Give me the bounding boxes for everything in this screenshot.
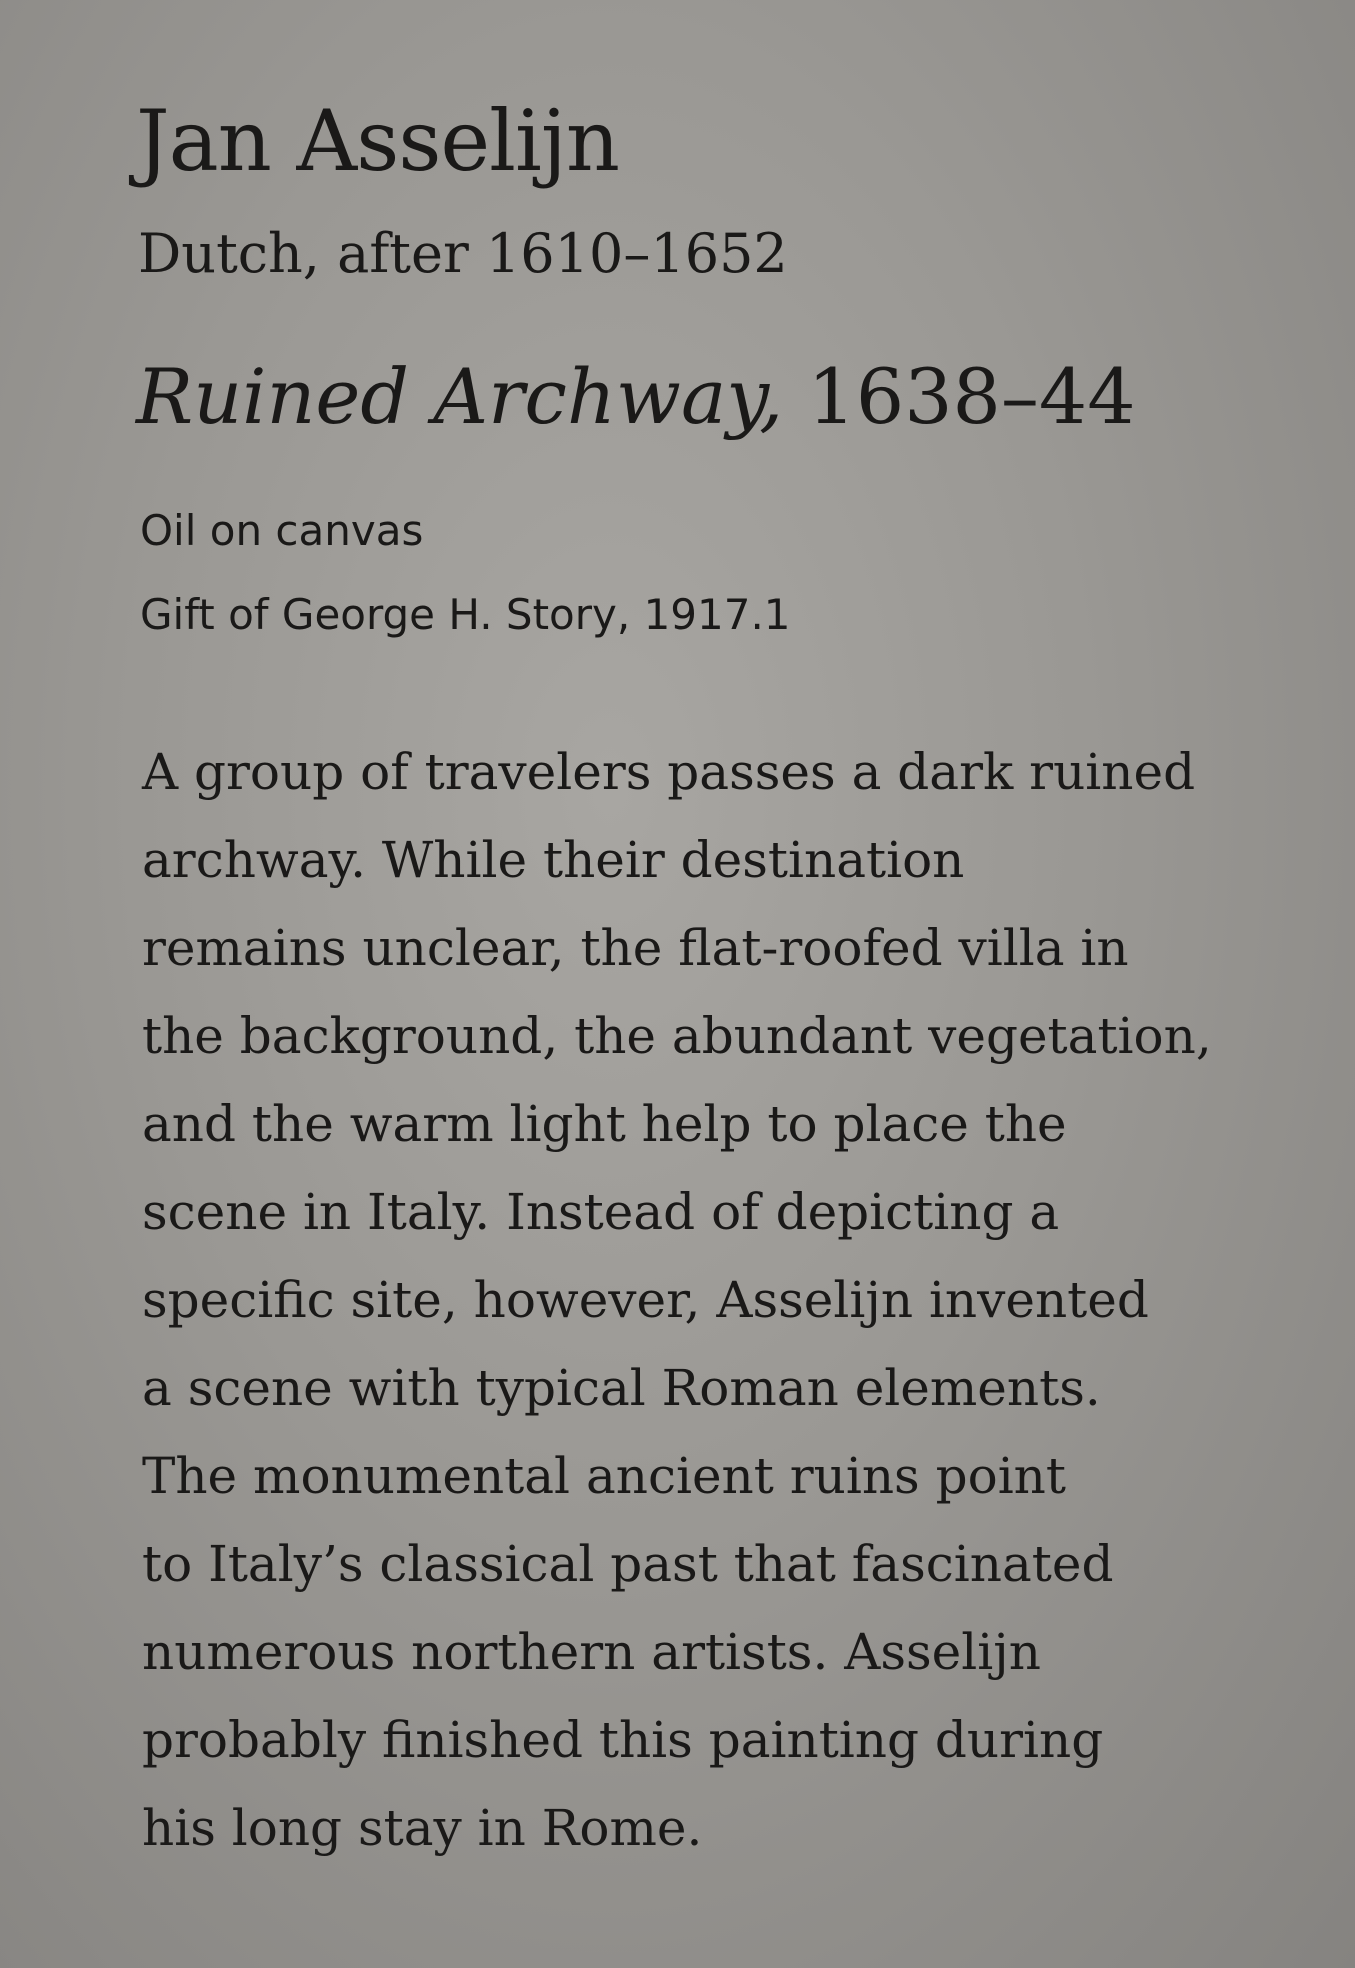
- description-line: specific site, however, Asselijn invented: [142, 1271, 1149, 1329]
- description-line: A group of travelers passes a dark ruined: [142, 743, 1196, 801]
- artwork-medium: Oil on canvas: [140, 506, 424, 555]
- description-line: to Italy’s classical past that fascinated: [142, 1535, 1114, 1593]
- artwork-description: [142, 728, 1292, 1872]
- artwork-title: Ruined Archway,: [136, 352, 784, 441]
- artwork-date: 1638–44: [807, 352, 1136, 441]
- artist-nationality-dates: Dutch, after 1610–1652: [138, 222, 788, 285]
- description-line: and the warm light help to place the: [142, 1095, 1067, 1153]
- description-line: The monumental ancient ruins point: [142, 1447, 1066, 1505]
- description-line: numerous northern artists. Asselijn: [142, 1623, 1041, 1681]
- credit-line: Gift of George H. Story, 1917.1: [140, 590, 791, 639]
- description-line: his long stay in Rome.: [142, 1799, 703, 1857]
- description-line: remains unclear, the flat-roofed villa in: [142, 919, 1129, 977]
- artist-name: Jan Asselijn: [136, 92, 620, 190]
- description-line: probably finished this painting during: [142, 1711, 1104, 1769]
- description-line: the background, the abundant vegetation,: [142, 1007, 1212, 1065]
- description-line: scene in Italy. Instead of depicting a: [142, 1183, 1060, 1241]
- description-line: archway. While their destination: [142, 831, 965, 889]
- artwork-title-line: [136, 352, 1136, 441]
- description-line: a scene with typical Roman elements.: [142, 1359, 1101, 1417]
